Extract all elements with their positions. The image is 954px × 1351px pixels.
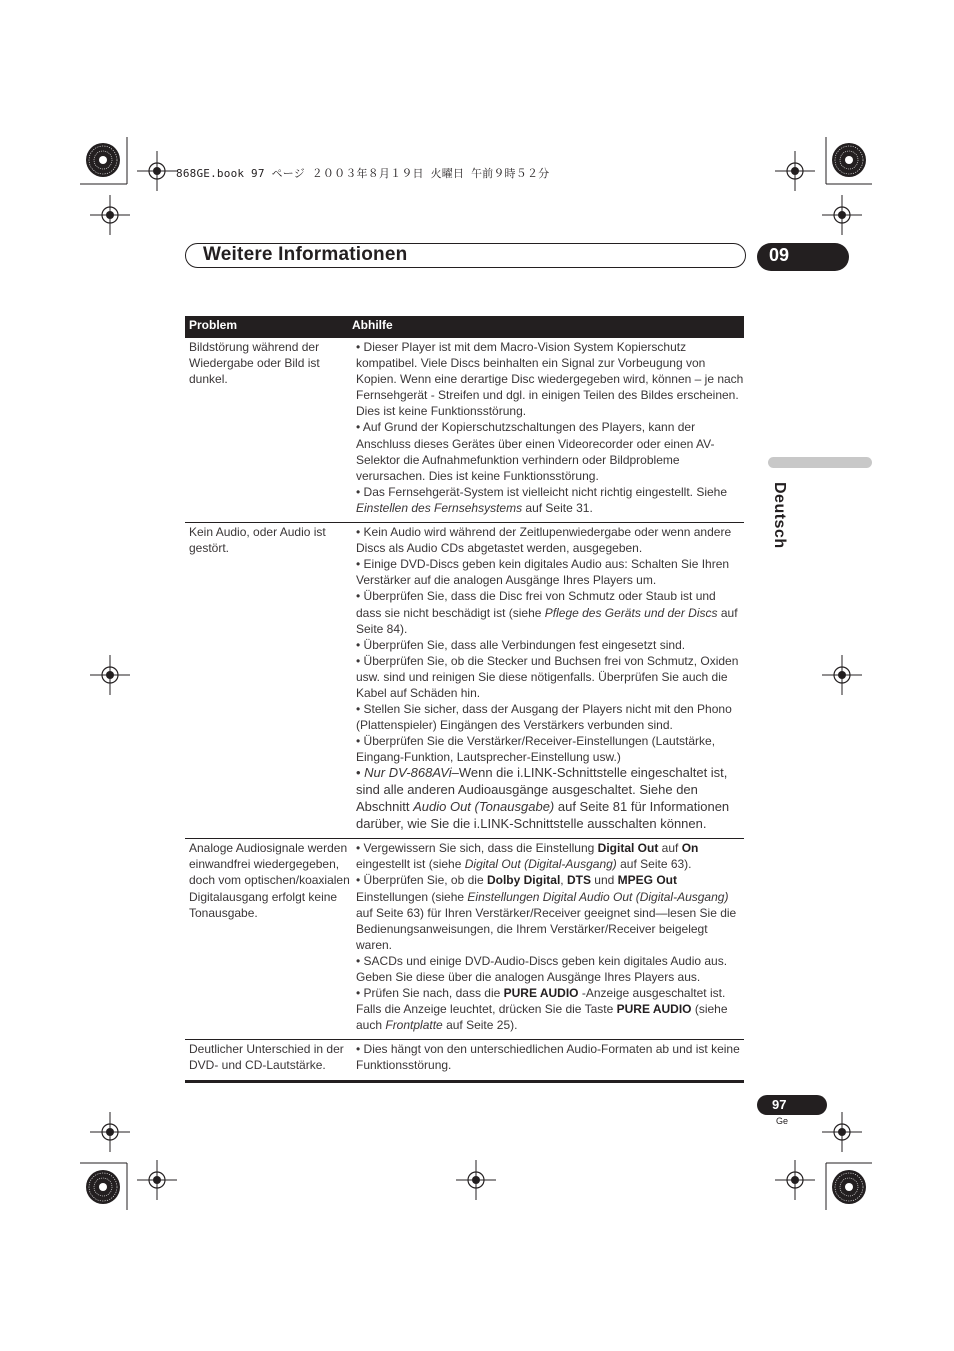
page-number-badge [757, 1095, 827, 1115]
problem-cell: Deutlicher Unterschied in der DVD- und CD-Lautstärke. [189, 1042, 344, 1073]
setting-name: DTS [566, 873, 591, 888]
table-row [185, 338, 744, 523]
remedy-item: • Vergewissern Sie sich, dass die Einstellung Digital Out auf On eingestellt ist (siehe Digital Out (Digital-Ausgang) auf Seite 63). [356, 841, 699, 872]
problem-cell: Bildstörung während der Wiedergabe oder Bild ist dunkel. [189, 340, 320, 387]
column-header-remedy: Abhilfe [352, 318, 393, 332]
remedy-item: • Überprüfen Sie, ob die Dolby Digital, DTS und MPEG Out Einstellungen (siehe Einstellungen Digital Audio Out (Digital-Ausgang) auf Seite 63) für Ihren Verstärker/Receiver geeignet sind—lesen Sie die Bedienungsanweisungen, die Ihrem Verstärker/Receiver beigelegt waren. [356, 873, 737, 952]
setting-name: Dolby Digital [486, 873, 561, 888]
remedy-item: • Überprüfen Sie, ob die Stecker und Buchsen frei von Schmutz, Oxiden usw. sind und reinigen Sie diese nötigenfalls. Überprüfen Sie auch die Kabel auf Schäden hin. [356, 653, 739, 700]
problem-cell: Kein Audio, oder Audio ist gestört. [189, 525, 326, 556]
remedy-item: • Überprüfen Sie, dass alle Verbindungen fest eingesetzt sind. [356, 637, 686, 652]
remedy-item: • SACDs und einige DVD-Audio-Discs geben kein digitales Audio aus. Geben Sie diese über die analogen Ausgänge Ihres Players aus. [356, 953, 728, 984]
remedy-item: • Dies hängt von den unterschiedlichen Audio-Formaten ab und ist keine Funktionsstörung. [356, 1042, 740, 1073]
chapter-number: 09 [769, 245, 790, 265]
cross-reference: Digital Out (Digital-Ausgang) [464, 857, 617, 872]
remedy-item: • Überprüfen Sie die Verstärker/Receiver-Einstellungen (Lautstärke, Eingang-Funktion, Lautsprecher-Einstellung usw.) [356, 734, 716, 765]
cross-reference: Audio Out (Tonausgabe) [413, 798, 555, 814]
setting-value: On [681, 841, 699, 856]
table-header [185, 316, 744, 338]
table-row [185, 523, 744, 839]
remedy-item: • Prüfen Sie nach, dass die PURE AUDIO -Anzeige ausgeschaltet ist. Falls die Anzeige leuchtet, drücken Sie die Taste PURE AUDIO (siehe auch Frontplatte auf Seite 25). [356, 986, 728, 1033]
chapter-badge [757, 243, 849, 271]
cross-reference: Frontplatte [385, 1018, 443, 1033]
remedy-item: • Dieser Player ist mit dem Macro-Vision System Kopierschutz kompatibel. Viele Discs beinhalten ein Signal zur Vorbeugung von Kopien. Wenn eine derartige Disc wiedergegeben wird, können – je nach Fernsehgerät - Streifen und dgl. in einigen Teilen des Bildes erscheinen. Dies ist keine Funktionsstörung. [356, 340, 744, 419]
print-book-line: 868GE.book 97 ページ ２００３年８月１９日 火曜日 午前９時５２分 [176, 167, 550, 180]
table-row [185, 839, 744, 1040]
button-name: PURE AUDIO [616, 1002, 692, 1017]
page-number: 97 [772, 1097, 787, 1112]
table-row [185, 1040, 744, 1082]
remedy-cell [352, 1040, 744, 1079]
cross-reference: Einstellungen Digital Audio Out (Digital-Ausgang) [467, 889, 729, 904]
language-tab-bar [768, 457, 872, 468]
remedy-item: • Kein Audio wird während der Zeitlupenwiedergabe oder wenn andere Discs als Audio CDs abgetastet werden, ausgegeben. [356, 525, 732, 556]
section-title: Weitere Informationen [203, 244, 408, 265]
remedy-item: • Stellen Sie sicher, dass der Ausgang der Players nicht mit den Phono (Plattenspieler) Eingängen des Verstärkers verbunden sind. [356, 702, 732, 733]
button-name: PURE AUDIO [503, 986, 579, 1001]
setting-name: Digital Out [597, 841, 659, 856]
setting-name: MPEG Out [617, 873, 678, 888]
remedy-item: • Überprüfen Sie, dass die Disc frei von Schmutz oder Staub ist und dass sie nicht beschädigt ist (siehe Pflege des Geräts und der Discs auf Seite 84). [356, 589, 738, 636]
language-tab-label: Deutsch [771, 482, 788, 549]
column-header-problem: Problem [189, 318, 238, 332]
remedy-cell [352, 523, 744, 838]
problem-cell: Analoge Audiosignale werden einwandfrei wiedergegeben, doch vom optischen/koaxialen Digitalausgang erfolgt keine Tonausgabe. [189, 841, 350, 920]
remedy-item: • Einige DVD-Discs geben kein digitales Audio aus: Schalten Sie Ihren Verstärker auf die analogen Ausgänge Ihres Players um. [356, 557, 730, 588]
remedy-item: • Nur DV-868AVi–Wenn die i.LINK-Schnittstelle eingeschaltet ist, sind alle anderen Audioausgänge ausgeschaltet. Siehe den Abschnitt Audio Out (Tonausgabe) auf Seite 81 für Informationen darüber, wie Sie die i.LINK-Schnittstelle ausschalten können. [356, 765, 730, 831]
remedy-item: • Das Fernsehgerät-System ist vielleicht nicht richtig eingestellt. Siehe Einstellen des Fernsehsystems auf Seite 31. [356, 484, 728, 515]
troubleshooting-table [185, 316, 744, 1083]
page-language-code: Ge [776, 1116, 789, 1126]
model-note: Nur DV-868AVi [364, 765, 452, 781]
remedy-item: • Auf Grund der Kopierschutzschaltungen des Players, kann der Anschluss dieses Gerätes über einen Videorecorder oder einen AV-Selektor die Aufnahmefunktion verhindern oder Bildprobleme verursachen. Dies ist keine Funktionsstörung. [356, 420, 715, 483]
remedy-cell [352, 839, 744, 1039]
cross-reference: Einstellen des Fernsehsystems [356, 500, 523, 515]
cross-reference: Pflege des Geräts und der Discs [544, 605, 718, 620]
remedy-cell [352, 338, 744, 522]
